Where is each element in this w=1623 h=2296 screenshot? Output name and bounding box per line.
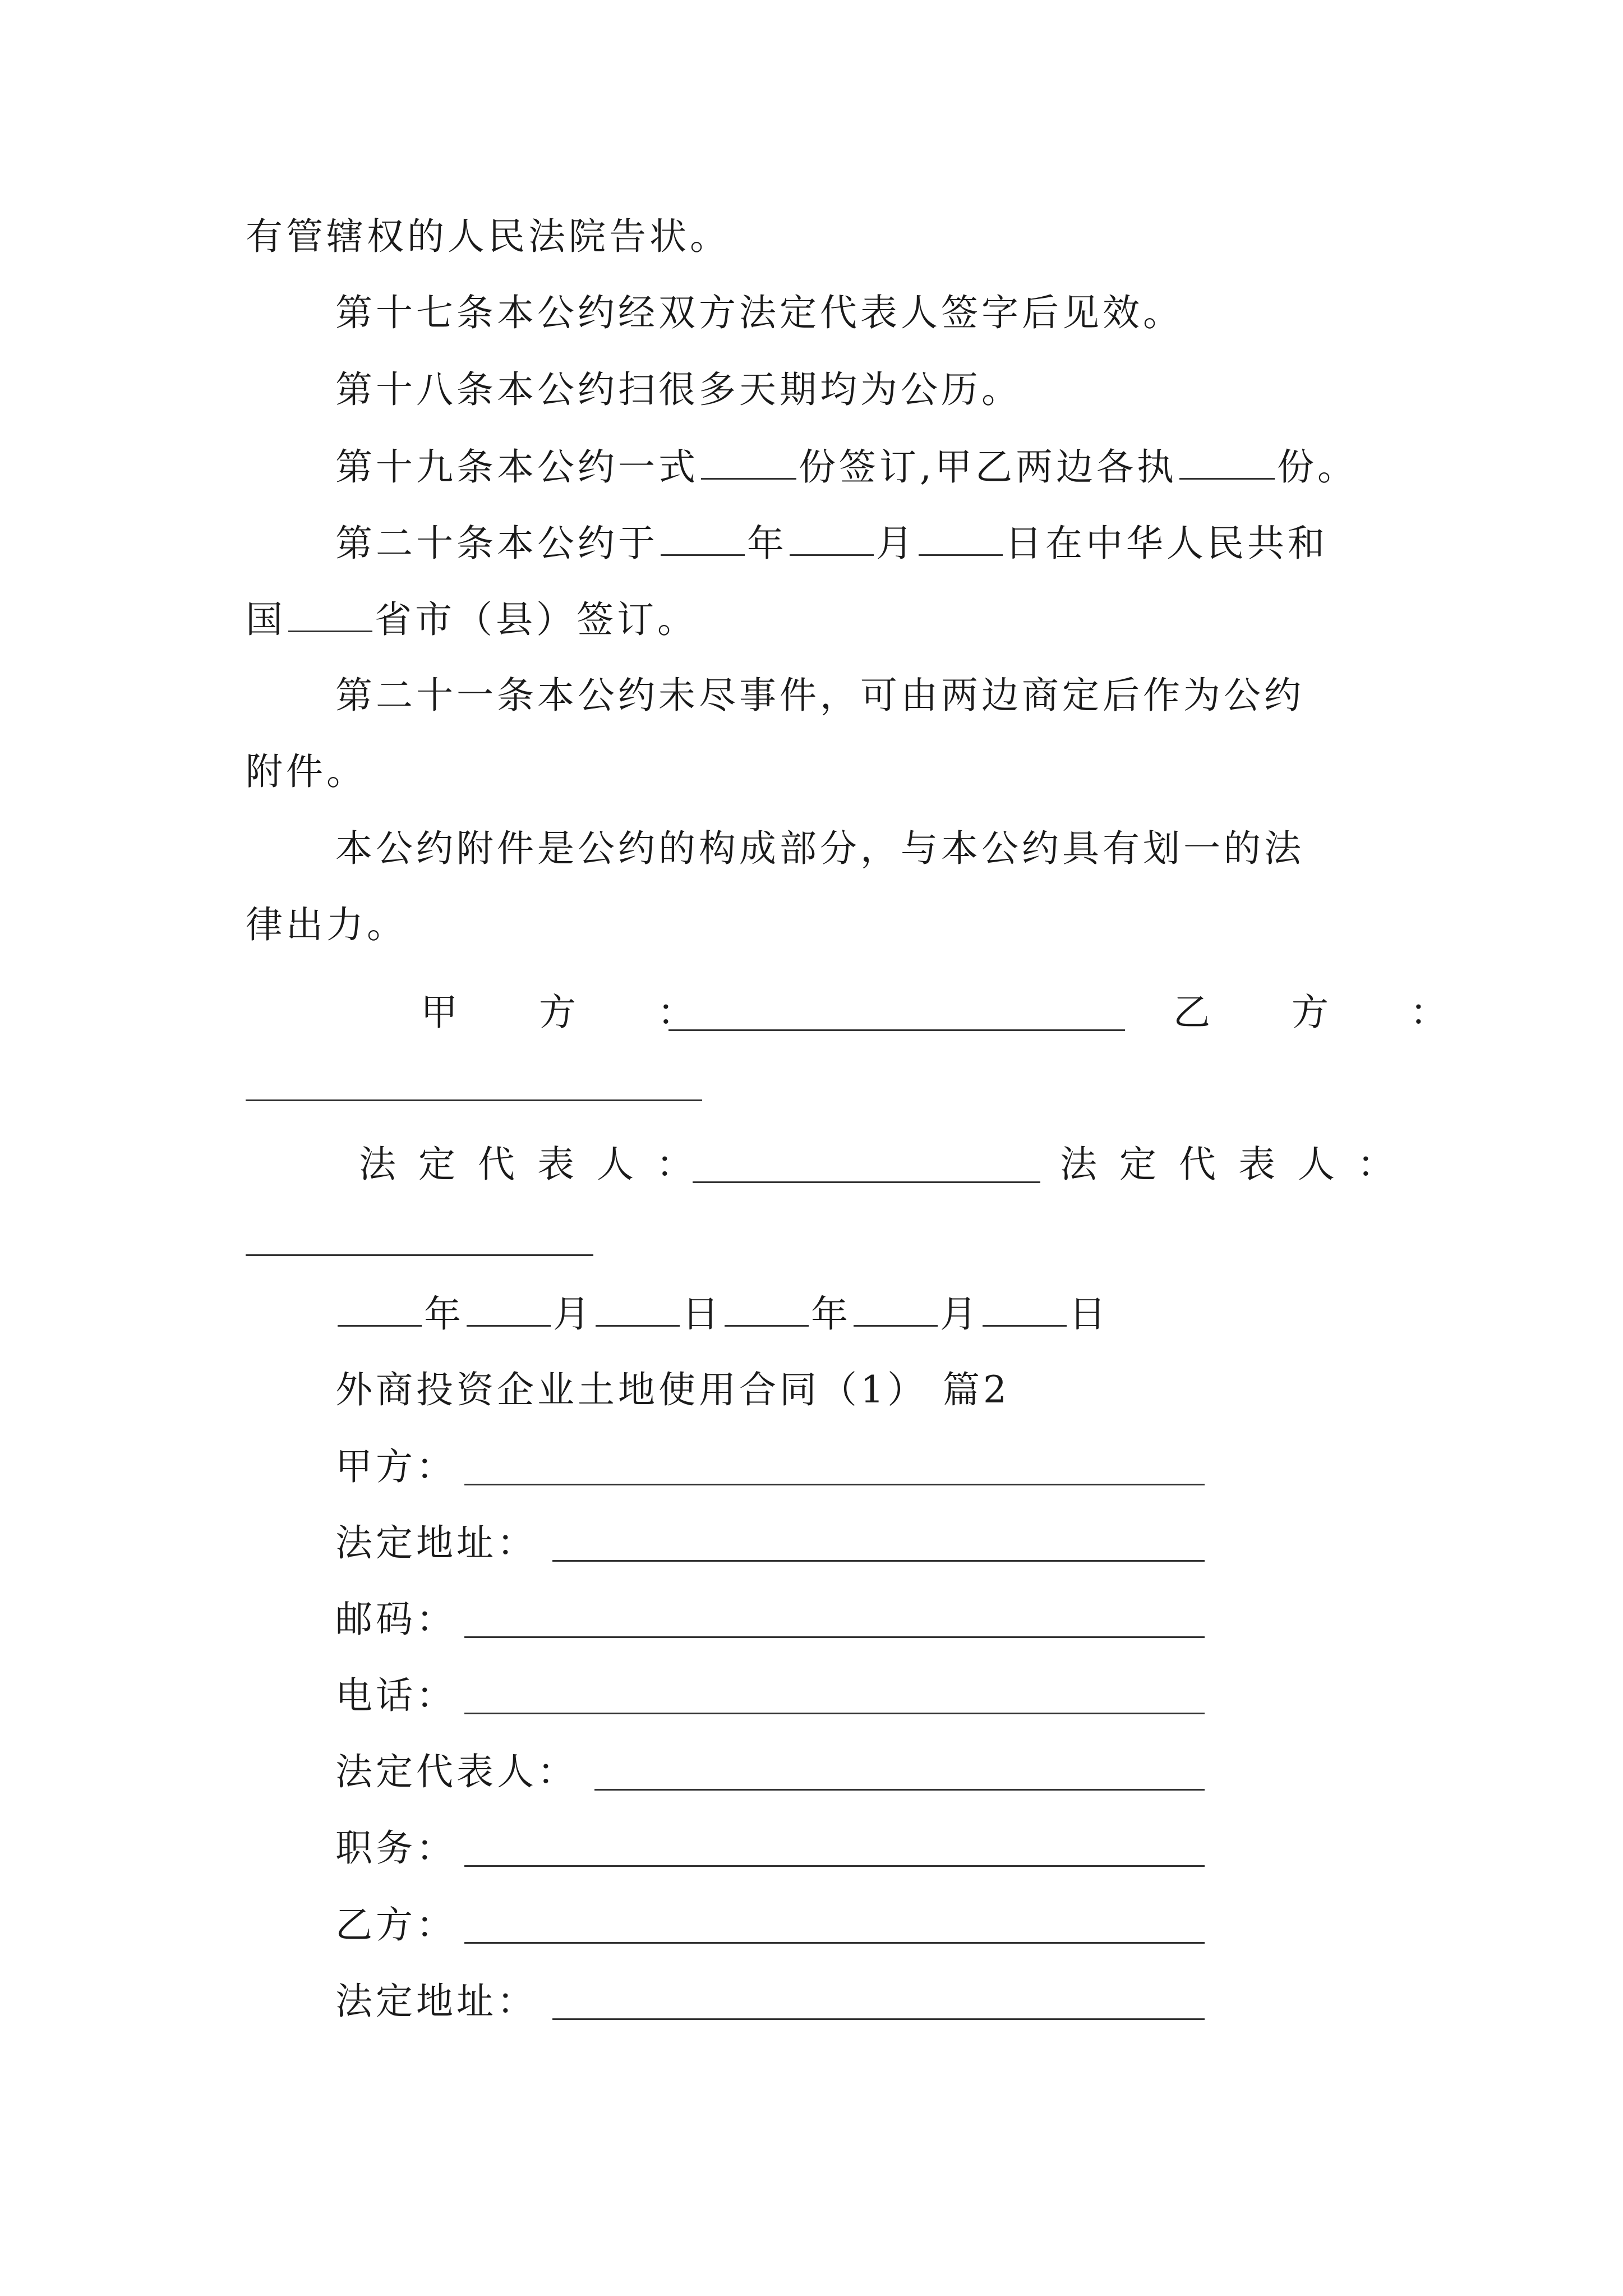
sign-date-row: 年 月 日 年 月 日	[335, 1291, 1109, 1337]
sign-month-b-blank[interactable]	[854, 1291, 938, 1327]
field-phone-line[interactable]	[464, 1713, 1205, 1714]
paragraph-16-tail: 有管辖权的人民法院告状。	[246, 215, 730, 258]
field-party-b: 乙方：	[335, 1903, 457, 1947]
field-party-a-line[interactable]	[464, 1484, 1205, 1485]
field-position: 职务：	[335, 1826, 457, 1870]
field-legal-rep-line[interactable]	[594, 1789, 1205, 1791]
field-legal-address-a-line[interactable]	[552, 1560, 1205, 1562]
article-20-line-2: 国 省市（县）签订。	[246, 598, 698, 641]
article-18: 第十八条本公约扫很多天期均为公历。	[335, 368, 1022, 411]
month-blank[interactable]	[790, 521, 874, 556]
each-holds-blank[interactable]	[1179, 444, 1275, 480]
party-a-label: 甲 方 ：	[421, 991, 729, 1034]
field-party-b-line[interactable]	[464, 1942, 1205, 1944]
article-17: 第十七条本公约经双方法定代表人签字后见效。	[335, 291, 1183, 334]
article-21-line-1: 第二十一条本公约未尽事件，可由两边商定后作为公约	[335, 674, 1304, 717]
article-20-line-1: 第二十条本公约于 年 月 日在中华人民共和	[335, 522, 1328, 565]
field-legal-address-b: 法定地址：	[335, 1980, 537, 2023]
sign-day-a-blank[interactable]	[596, 1291, 680, 1327]
field-postcode: 邮码：	[335, 1598, 457, 1641]
rep-b-label: 法定代表人：	[1060, 1143, 1417, 1186]
annex-line-1: 本公约附件是公约的构成部分，与本公约具有划一的法	[335, 827, 1304, 870]
field-postcode-line[interactable]	[464, 1636, 1205, 1638]
party-a-signature-line[interactable]	[668, 1029, 1125, 1031]
year-blank[interactable]	[661, 521, 745, 556]
sign-year-a-blank[interactable]	[338, 1291, 422, 1327]
sign-day-b-blank[interactable]	[983, 1291, 1067, 1327]
party-b-signature-line[interactable]	[246, 1099, 702, 1101]
rep-a-signature-line[interactable]	[693, 1181, 1040, 1183]
field-legal-rep: 法定代表人：	[335, 1750, 578, 1793]
province-blank[interactable]	[288, 597, 372, 632]
rep-b-signature-line[interactable]	[246, 1254, 593, 1256]
sign-month-a-blank[interactable]	[467, 1291, 551, 1327]
annex-line-2: 律出力。	[246, 903, 407, 946]
field-position-line[interactable]	[464, 1865, 1205, 1867]
field-phone: 电话：	[335, 1674, 457, 1717]
article-21-line-2: 附件。	[246, 750, 367, 793]
field-legal-address-a: 法定地址：	[335, 1521, 537, 1565]
party-b-label: 乙 方 ：	[1173, 991, 1482, 1034]
copies-blank[interactable]	[701, 444, 796, 480]
field-party-a: 甲方：	[335, 1445, 457, 1488]
section-2-title: 外商投资企业土地使用合同（1） 篇2	[335, 1368, 1010, 1411]
article-19: 第十九条本公约一式 份签订,甲乙两边各执 份。	[335, 445, 1358, 489]
day-blank[interactable]	[919, 521, 1003, 556]
sign-year-b-blank[interactable]	[725, 1291, 809, 1327]
rep-a-label: 法定代表人：	[359, 1143, 716, 1186]
field-legal-address-b-line[interactable]	[552, 2018, 1205, 2020]
